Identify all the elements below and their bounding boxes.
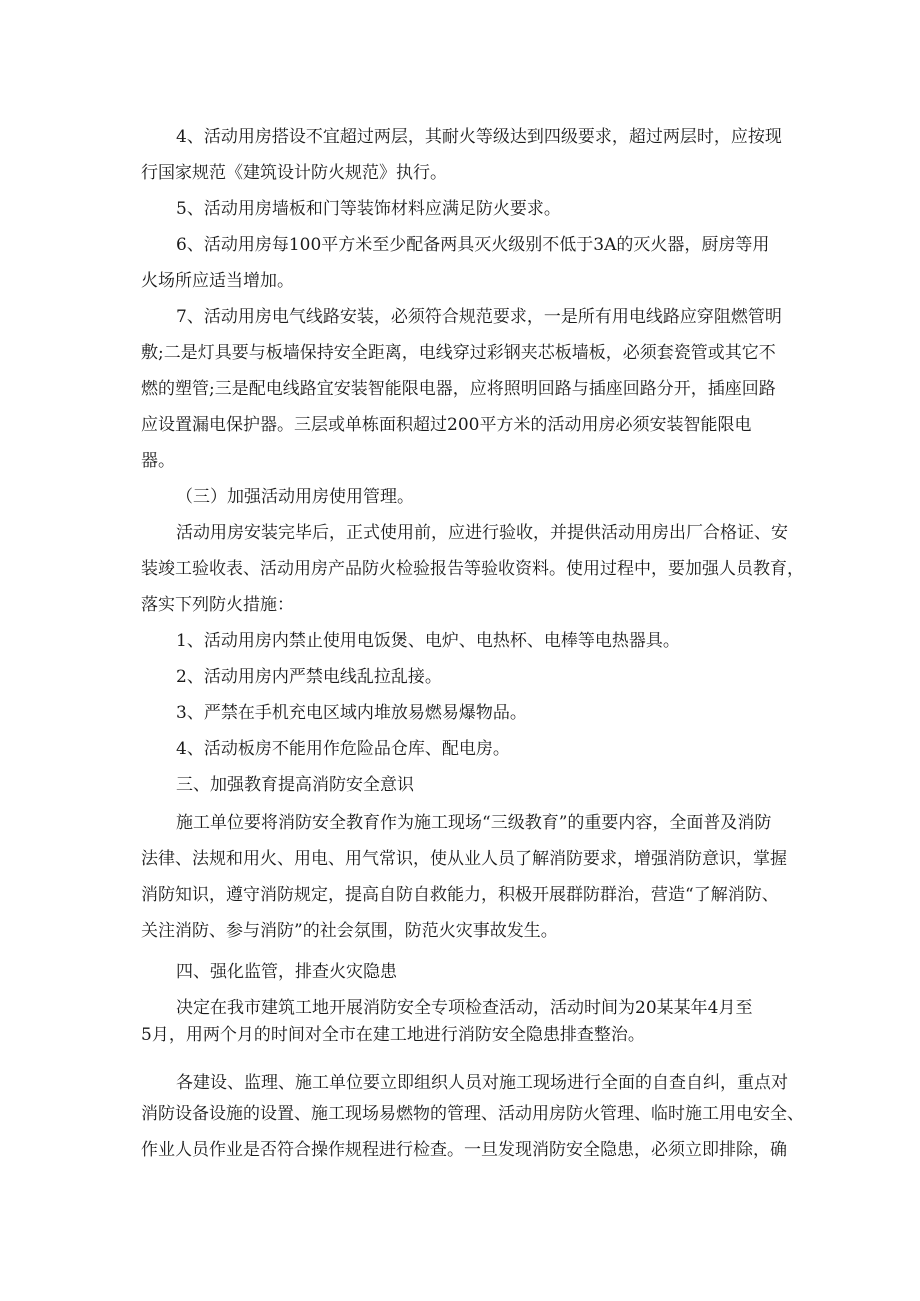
text-line: 决定在我市建筑工地开展消防安全专项检查活动，活动时间为20某某年4月至 [176, 998, 753, 1018]
text-line: 装竣工验收表、活动用房产品防火检验报告等验收资料。使用过程中，要加强人员教育， [141, 559, 804, 579]
section-heading: 三、加强教育提高消防安全意识 [176, 775, 414, 795]
text-line: 2、活动用房内严禁电线乱拉乱接。 [176, 667, 442, 687]
text-line: 燃的塑管;三是配电线路宜安装智能限电器，应将照明回路与插座回路分开，插座回路 [141, 379, 776, 399]
text-line: 1、活动用房内禁止使用电饭煲、电炉、电热杯、电棒等电热器具。 [176, 631, 680, 651]
text-line: 4、活动板房不能用作危险品仓库、配电房。 [176, 739, 510, 759]
text-line: 各建设、监理、施工单位要立即组织人员对施工现场进行全面的自查自纠，重点对 [176, 1073, 788, 1093]
text-line: 法律、法规和用火、用电、用气常识，使从业人员了解消防要求，增强消防意识，掌握 [141, 849, 787, 869]
text-line: 关注消防、参与消防”的社会氛围，防范火灾事故发生。 [141, 921, 558, 941]
text-line: 行国家规范《建筑设计防火规范》执行。 [141, 163, 447, 183]
text-line: 应设置漏电保护器。三层或单栋面积超过200平方米的活动用房必须安装智能限电 [141, 415, 752, 435]
text-line: 敷;二是灯具要与板墙保持安全距离，电线穿过彩钢夹芯板墙板，必须套瓷管或其它不 [141, 343, 776, 363]
text-line: 火场所应适当增加。 [141, 271, 294, 291]
section-heading: 四、强化监管，排查火灾隐患 [176, 962, 397, 982]
text-line: 消防知识，遵守消防规定，提高自防自救能力，积极开展群防群治，营造“了解消防、 [141, 885, 779, 905]
text-line: 3、严禁在手机充电区域内堆放易燃易爆物品。 [176, 703, 527, 723]
section-heading: （三）加强活动用房使用管理。 [176, 487, 414, 507]
text-line: 消防设备设施的设置、施工现场易燃物的管理、活动用房防火管理、临时施工用电安全、 [141, 1104, 804, 1124]
text-line: 器。 [141, 451, 175, 471]
text-line: 4、活动用房搭设不宜超过两层，其耐火等级达到四级要求，超过两层时，应按现 [176, 127, 782, 147]
text-line: 落实下列防火措施： [141, 595, 294, 615]
text-line: 6、活动用房每100平方米至少配备两具灭火级别不低于3A的灭火器，厨房等用 [176, 235, 770, 255]
text-line: 施工单位要将消防安全教育作为施工现场“三级教育”的重要内容，全面普及消防 [176, 813, 772, 833]
text-line: 活动用房安装完毕后，正式使用前，应进行验收，并提供活动用房出厂合格证、安 [176, 523, 788, 543]
text-line: 7、活动用房电气线路安装，必须符合规范要求，一是所有用电线路应穿阻燃管明 [176, 307, 782, 327]
text-line: 作业人员作业是否符合操作规程进行检查。一旦发现消防安全隐患，必须立即排除，确 [141, 1140, 787, 1160]
text-line: 5、活动用房墙板和门等装饰材料应满足防火要求。 [176, 199, 561, 219]
text-line: 5月，用两个月的时间对全市在建工地进行消防安全隐患排查整治。 [141, 1025, 645, 1045]
